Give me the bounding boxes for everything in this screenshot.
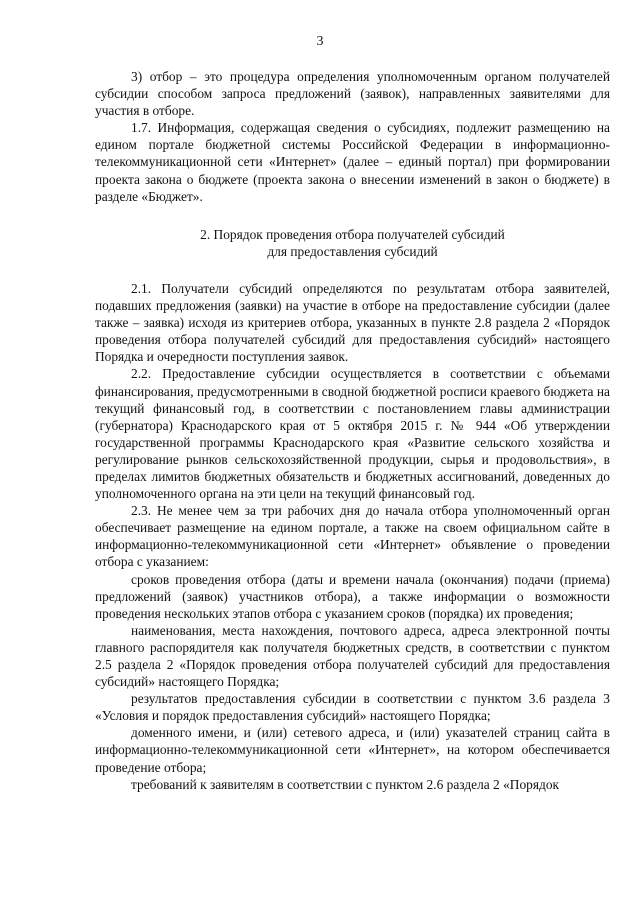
list-item-requirements: требований к заявителям в соответствии с пунктом 2.6 раздела 2 «Порядок <box>131 776 560 792</box>
section-heading-line2: для предоставления субсидий <box>267 243 438 259</box>
paragraph-definition-3: 3) отбор – это процедура определения уполномоченным органом получателей субсидии способом запроса предложений (заявок), направленных заявителями для участия в отборе. <box>95 69 610 119</box>
paragraph-2-1: 2.1. Получатели субсидий определяются по результатам отбора заявителей, подавших предложения (заявки) на участие в отборе на предоставление субсидии (далее также – заявка) исходя из критериев отбора, указанных в пункте 2.8 раздела 2 «Порядок проведения отбора получателей субсидий для предоставления субсидий» настоящего Порядка и очередности поступления заявок. <box>95 280 610 365</box>
page-number: 3 <box>316 34 324 49</box>
list-item-name-location: наименования, места нахождения, почтового адреса, адреса электронной почты главного распорядителя как получателя бюджетных средств, в соответствии с пунктом 2.5 раздела 2 «Порядок проведения отбора получателей субсидий для предоставления субсидий» настоящего Порядка; <box>95 622 610 690</box>
paragraph-2-2: 2.2. Предоставление субсидии осуществляется в соответствии с объемами финансирования, предусмотренными в сводной бюджетной росписи краевого бюджета на текущий финансовый год, в соответствии с постановлением главы администрации (губернатора) Краснодарского края от 5 октября 2015 г. № 944 «Об утверждении государственной программы Краснодарского края «Развитие сельского хозяйства и регулирование рынков сельскохозяйственной продукции, сырья и продовольствия», в пределах лимитов бюджетных обязательств и бюджетных ассигнований, доведенных до уполномоченного органа на эти цели на текущий финансовый год. <box>95 366 610 502</box>
paragraph-1-7: 1.7. Информация, содержащая сведения о субсидиях, подлежит размещению на едином портале бюджетной системы Российской Федерации в информационно-телекоммуникационной сети «Интернет» (далее – единый портал) при формировании проекта закона о бюджете (проекта закона о внесении изменений в закон о бюджете) в разделе «Бюджет». <box>95 120 610 204</box>
section-heading <box>95 226 610 260</box>
paragraph-2-3: 2.3. Не менее чем за три рабочих дня до начала отбора уполномоченный орган обеспечивает размещение на едином портале, а также на своем официальном сайте в информационно-телекоммуникационной сети «Интернет» объявление о проведении отбора с указанием: <box>95 503 610 570</box>
list-item-deadlines: сроков проведения отбора (даты и времени начала (окончания) подачи (приема) предложений (заявок) участников отбора), а также информации о возможности проведения нескольких этапов отбора с указанием сроков (порядка) их проведения; <box>95 571 610 621</box>
document-body <box>95 68 610 793</box>
section-heading-line1: 2. Порядок проведения отбора получателей субсидий <box>200 226 505 242</box>
list-item-domain: доменного имени, и (или) сетевого адреса, и (или) указателей страниц сайта в информационно-телекоммуникационной сети «Интернет», на котором обеспечивается проведение отбора; <box>95 725 610 775</box>
list-item-results: результатов предоставления субсидии в соответствии с пунктом 3.6 раздела 3 «Условия и порядок предоставления субсидий» настоящего Порядка; <box>95 691 610 724</box>
